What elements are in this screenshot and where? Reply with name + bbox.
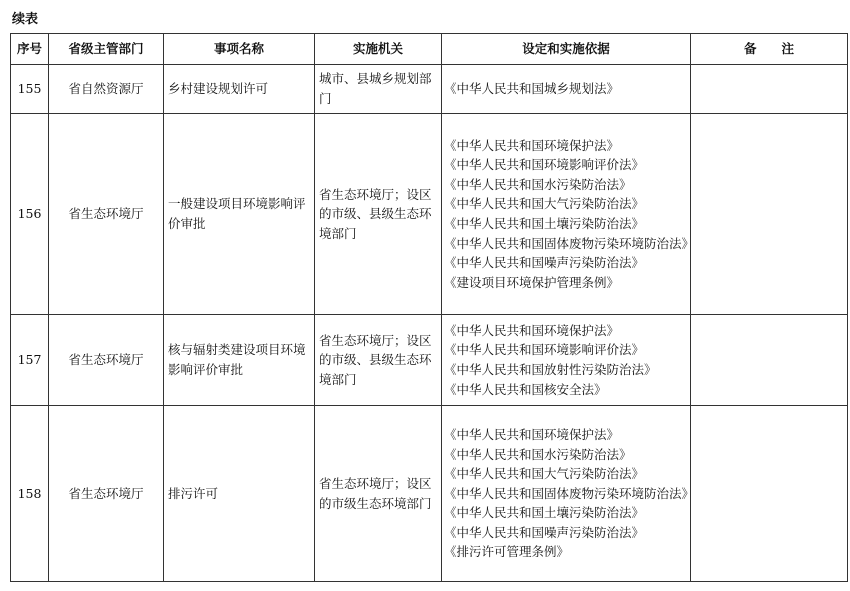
row-remark — [691, 114, 848, 315]
row-dept: 省生态环境厅 — [49, 114, 164, 315]
row-dept: 省生态环境厅 — [49, 315, 164, 406]
basis-line: 《中华人民共和国大气污染防治法》 — [444, 466, 645, 482]
row-basis — [442, 65, 691, 114]
row-no: 158 — [11, 406, 49, 582]
header-basis: 设定和实施依据 — [442, 34, 691, 65]
basis-line: 《中华人民共和国环境影响评价法》 — [444, 342, 645, 358]
row-no: 157 — [11, 315, 49, 406]
basis-line: 《建设项目环境保护管理条例》 — [444, 274, 620, 290]
header-remark: 备 注 — [691, 34, 848, 65]
basis-line: 《排污许可管理条例》 — [444, 544, 570, 560]
table-caption: 续表 — [12, 12, 39, 27]
basis-line: 《中华人民共和国固体废物污染环境防治法》 — [444, 235, 695, 251]
basis-line: 《中华人民共和国大气污染防治法》 — [444, 196, 645, 212]
row-basis — [442, 315, 691, 406]
row-dept: 省生态环境厅 — [49, 406, 164, 582]
basis-line: 《中华人民共和国噪声污染防治法》 — [444, 524, 645, 540]
row-agency: 省生态环境厅；设区的市级、县级生态环境部门 — [315, 114, 442, 315]
row-agency: 省生态环境厅；设区的市级、县级生态环境部门 — [315, 315, 442, 406]
basis-line: 《中华人民共和国固体废物污染环境防治法》 — [444, 485, 695, 501]
basis-line: 《中华人民共和国环境影响评价法》 — [444, 157, 645, 173]
row-agency: 省生态环境厅；设区的市级生态环境部门 — [315, 406, 442, 582]
row-remark — [691, 315, 848, 406]
basis-line: 《中华人民共和国放射性污染防治法》 — [444, 362, 657, 377]
row-dept: 省自然资源厅 — [49, 65, 164, 114]
header-row — [11, 34, 848, 65]
basis-line: 《中华人民共和国城乡规划法》 — [444, 81, 620, 97]
basis-line: 《中华人民共和国水污染防治法》 — [444, 446, 632, 462]
basis-line: 《中华人民共和国环境保护法》 — [444, 322, 620, 338]
basis-line: 《中华人民共和国环境保护法》 — [444, 137, 620, 153]
header-no: 序号 — [11, 34, 49, 65]
table-row — [11, 315, 848, 406]
row-item: 排污许可 — [164, 406, 315, 582]
row-agency: 城市、县城乡规划部门 — [315, 65, 442, 114]
basis-line: 《中华人民共和国土壤污染防治法》 — [444, 216, 645, 231]
row-remark — [691, 406, 848, 582]
table-row — [11, 65, 848, 114]
row-basis — [442, 114, 695, 315]
header-dept: 省级主管部门 — [49, 34, 164, 65]
row-item: 核与辐射类建设项目环境影响评价审批 — [164, 315, 315, 406]
basis-line: 《中华人民共和国土壤污染防治法》 — [444, 505, 645, 521]
permit-table — [10, 33, 848, 582]
basis-line: 《中华人民共和国核安全法》 — [444, 381, 607, 397]
basis-line: 《中华人民共和国环境保护法》 — [444, 426, 620, 442]
header-item: 事项名称 — [164, 34, 315, 65]
basis-line: 《中华人民共和国噪声污染防治法》 — [444, 255, 645, 271]
row-item: 一般建设项目环境影响评价审批 — [164, 114, 315, 315]
row-basis — [442, 406, 695, 582]
basis-line: 《中华人民共和国水污染防治法》 — [444, 176, 632, 192]
row-no: 156 — [11, 114, 49, 315]
row-no: 155 — [11, 65, 49, 114]
table-row — [11, 114, 848, 315]
row-remark — [691, 65, 848, 114]
row-item: 乡村建设规划许可 — [164, 65, 315, 114]
header-agency: 实施机关 — [315, 34, 442, 65]
table-row — [11, 406, 848, 582]
